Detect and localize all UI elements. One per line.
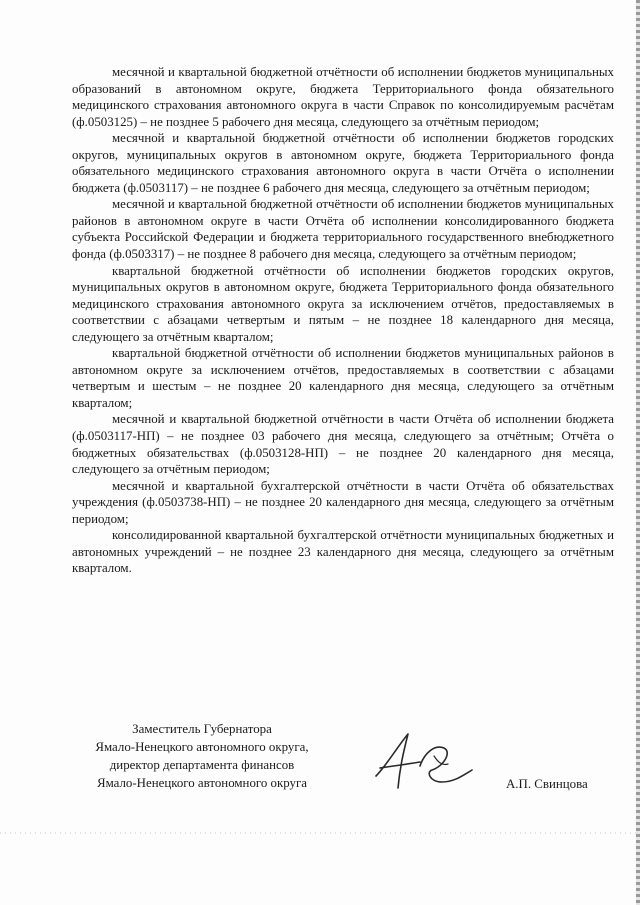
paragraph-8: консолидированной квартальной бухгалтерской отчётности муниципальных бюджетных и автономных учреждений – не позднее 23 календарного дня месяца, следующего за отчётным кварталом.	[72, 528, 614, 576]
signatory-title-line-3: директор департамента финансов	[109, 758, 295, 772]
signatory-title-line-2: Ямало-Ненецкого автономного округа,	[95, 740, 309, 754]
handwritten-signature	[368, 726, 478, 796]
paragraph-3: месячной и квартальной бюджетной отчётности об исполнении бюджетов муниципальных районов в автономном округе в части Отчёта об исполнении консолидированного бюджета субъекта Российской Федерации и бюджета территориального государственного внебюджетного фонда (ф.0503317) – не позднее 8 рабочего дня месяца, следующего за отчётным периодом;	[72, 197, 614, 262]
paragraph-4: квартальной бюджетной отчётности об исполнении бюджетов городских округов, муниципальных округов в автономном округе, бюджета Территориального фонда обязательного медицинского страхования автономного округа за исключением отчётов, предоставляемых в соответствии с абзацами четвертым и пятым – не позднее 18 календарного дня месяца, следующего за отчётным кварталом;	[72, 263, 614, 344]
paragraph-5: квартальной бюджетной отчётности об исполнении бюджетов муниципальных районов в автономном округе за исключением отчётов, предоставляемых в соответствии с абзацами четвертым и шестым – не позднее 20 календарного дня месяца, следующего за отчётным кварталом;	[72, 346, 614, 410]
signatory-title	[62, 720, 342, 792]
signatory-title-line-1: Заместитель Губернатора	[132, 722, 272, 736]
document-body	[72, 64, 614, 577]
paragraph-1: месячной и квартальной бюджетной отчётности об исполнении бюджетов муниципальных образований в автономном округе, бюджета Территориального фонда обязательного медицинского страхования автономного округа в части Справок по консолидируемым расчётам (ф.0503125) – не позднее 5 рабочего дня месяца, следующего за отчётным периодом;	[72, 65, 614, 129]
signatory-title-line-4: Ямало-Ненецкого автономного округа	[97, 776, 307, 790]
scan-artifact-line	[0, 832, 640, 834]
paragraph-2: месячной и квартальной бюджетной отчётности об исполнении бюджетов городских округов, муниципальных округов в автономном округе, бюджета Территориального фонда обязательного медицинского страхования автономного округа в части Отчёта о исполнении бюджета (ф.0503117) – не позднее 6 рабочего дня месяца, следующего за отчётным периодом;	[72, 131, 614, 195]
scan-edge	[636, 0, 640, 905]
paragraph-6: месячной и квартальной бюджетной отчётности в части Отчёта об исполнении бюджета (ф.0503117-НП) – не позднее 03 рабочего дня месяца, следующего за отчётным; Отчёта о бюджетных обязательствах (ф.0503128-НП) – не позднее 20 календарного дня месяца, следующего за отчётным периодом;	[72, 412, 614, 477]
signer-name: А.П. Свинцова	[506, 777, 588, 791]
paragraph-7: месячной и квартальной бухгалтерской отчётности в части Отчёта об обязательствах учреждения (ф.0503738-НП) – не позднее 20 календарного дня месяца, следующего за отчётным периодом;	[72, 478, 614, 526]
